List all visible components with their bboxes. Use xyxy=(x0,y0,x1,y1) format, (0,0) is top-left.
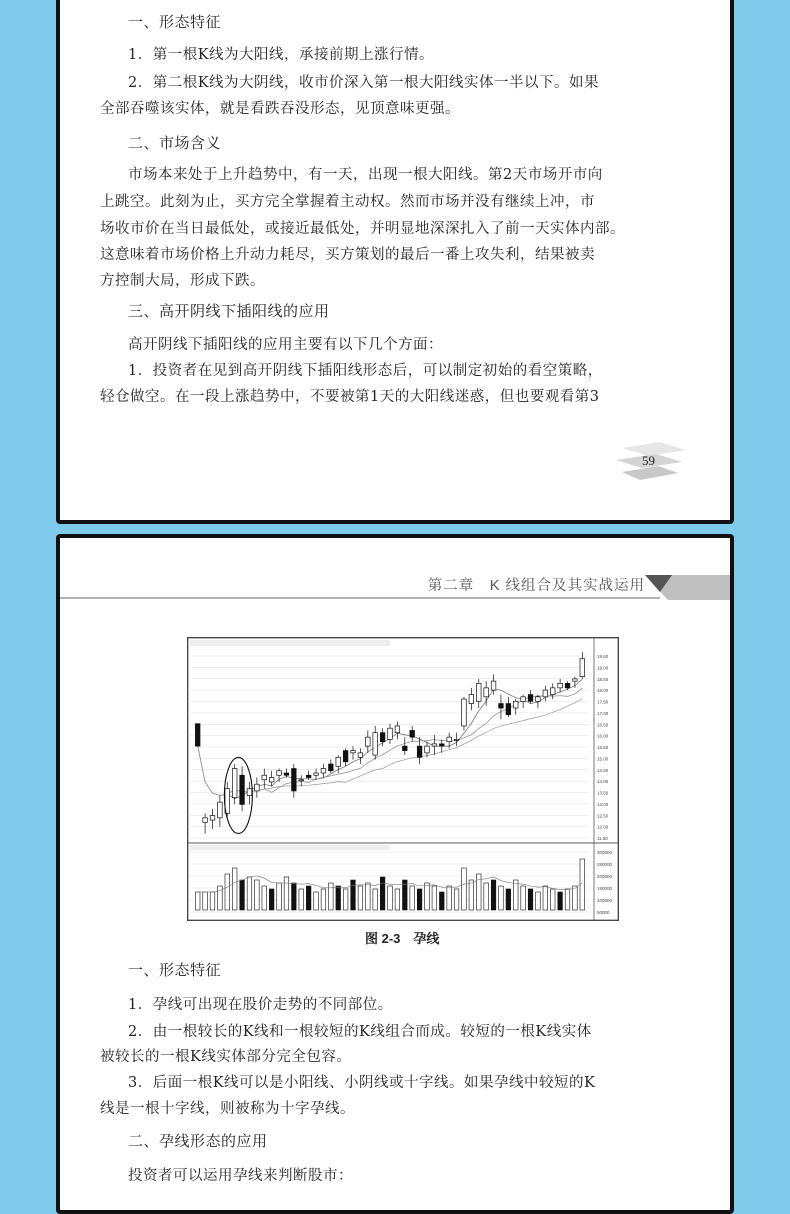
candle-body xyxy=(462,699,467,726)
candle-body xyxy=(195,724,200,746)
volume-bar xyxy=(506,889,511,910)
candle-body xyxy=(565,683,570,687)
volume-tick-label: 300000 xyxy=(597,850,613,855)
volume-bar xyxy=(343,889,348,910)
candle-body xyxy=(373,733,378,755)
volume-bar xyxy=(521,886,526,910)
price-tick-label: 13.50 xyxy=(597,790,609,796)
volume-bar xyxy=(373,889,378,910)
candle-body xyxy=(469,695,474,704)
candle-body xyxy=(417,746,422,757)
volume-bar xyxy=(329,883,334,910)
candle-body xyxy=(262,775,267,779)
price-tick-label: 14.00 xyxy=(597,779,609,785)
page-number-badge xyxy=(612,440,692,486)
price-tick-label: 16.50 xyxy=(597,722,609,728)
text-line: 2．由一根较长的K线和一根较短的K线组合而成。较短的一根K线实体 xyxy=(128,1024,592,1040)
candle-body xyxy=(528,695,533,702)
text-line: 方控制大局，形成下跌。 xyxy=(100,273,265,289)
candle-body xyxy=(491,681,496,690)
chart-info-bar xyxy=(190,640,390,646)
candle-body xyxy=(343,751,348,762)
volume-bar xyxy=(380,877,385,910)
figure-caption: 图 2-3 孕线 xyxy=(365,931,440,946)
candle-body xyxy=(247,789,252,796)
price-tick-label: 19.00 xyxy=(597,665,609,671)
candle-body xyxy=(454,739,459,740)
volume-bar xyxy=(425,883,430,910)
price-tick-label: 15.00 xyxy=(597,756,609,762)
volume-bar xyxy=(203,892,208,910)
volume-bar xyxy=(255,880,260,910)
price-tick-label: 11.50 xyxy=(597,836,608,841)
candle-body xyxy=(499,704,504,708)
price-tick-label: 17.50 xyxy=(597,699,609,705)
candle-body xyxy=(513,701,518,708)
candle-body xyxy=(329,764,334,771)
price-tick-label: 15.50 xyxy=(597,745,609,750)
running-header-bar xyxy=(0,570,790,600)
volume-bar xyxy=(299,889,304,910)
price-tick-label: 16.00 xyxy=(597,733,609,739)
volume-bar xyxy=(469,880,474,910)
candle-body xyxy=(380,733,385,742)
candle-body xyxy=(292,769,297,791)
candle-body xyxy=(232,769,237,798)
volume-tick-label: 200000 xyxy=(597,874,613,879)
candle-body xyxy=(410,730,415,737)
volume-bar xyxy=(550,889,555,910)
volume-bar xyxy=(484,883,489,910)
volume-bar xyxy=(462,868,467,910)
volume-bar xyxy=(284,877,289,910)
text-line: 线是一根十字线，则被称为十字孕线。 xyxy=(100,1101,355,1117)
candle-body xyxy=(447,737,452,741)
volume-bar xyxy=(395,889,400,910)
running-header-title: 第二章 K 线组合及其实战运用 xyxy=(427,578,645,594)
volume-tick-label: 50000 xyxy=(597,910,610,915)
volume-bar xyxy=(277,883,282,910)
volume-bar xyxy=(573,886,578,910)
candle-body xyxy=(543,690,548,697)
volume-bar xyxy=(336,886,341,910)
candle-body xyxy=(432,744,437,746)
text-line: 投资者可以运用孕线来判断股市： xyxy=(128,1168,353,1184)
text-line: 高开阴线下插阳线的应用主要有以下几个方面： xyxy=(128,337,443,353)
text-line: 市场本来处于上升趋势中，有一天，出现一根大阳线。第2天市场开市向 xyxy=(128,167,603,183)
volume-bar xyxy=(388,886,393,910)
text-line: 1．第一根K线为大阳线，承接前期上涨行情。 xyxy=(128,47,435,63)
candle-body xyxy=(306,775,311,777)
volume-bar xyxy=(565,889,570,910)
volume-bar xyxy=(262,886,267,910)
candle-body xyxy=(402,746,407,750)
text-line: 1．投资者在见到高开阴线下插阳线形态后，可以制定初始的看空策略， xyxy=(128,363,603,379)
volume-bar xyxy=(269,889,274,910)
volume-bar xyxy=(439,892,444,910)
candle-body xyxy=(580,659,585,677)
volume-bar xyxy=(543,886,548,910)
volume-bar xyxy=(225,874,230,910)
section-heading-market-meaning: 二、市场含义 xyxy=(128,134,222,152)
volume-bar xyxy=(410,886,415,910)
candle-body xyxy=(506,704,511,715)
candle-body xyxy=(558,683,563,687)
page-number: 59 xyxy=(642,453,655,468)
candle-body xyxy=(321,769,326,773)
candle-body xyxy=(269,777,274,781)
volume-bar xyxy=(417,889,422,910)
price-panel xyxy=(188,638,618,843)
volume-bar xyxy=(447,886,452,910)
volume-bar xyxy=(240,880,245,910)
text-line: 场收市价在当日最低处，或接近最低处，并明显地深深扎入了前一天实体内部。 xyxy=(100,221,625,237)
volume-bar xyxy=(321,889,326,910)
candle-body xyxy=(314,773,319,775)
candle-body xyxy=(255,784,260,791)
text-line: 轻仓做空。在一段上涨趋势中，不要被第1天的大阳线迷惑，但也要观看第3 xyxy=(100,389,600,405)
candle-body xyxy=(218,802,223,818)
volume-bar xyxy=(454,889,459,910)
candle-body xyxy=(203,818,208,822)
candlestick-chart-figure xyxy=(187,637,619,921)
candle-body xyxy=(573,679,578,681)
volume-bar xyxy=(491,880,496,910)
candle-body xyxy=(395,726,400,733)
candle-body xyxy=(240,775,245,804)
volume-tick-label: 150000 xyxy=(597,886,613,891)
text-line: 被较长的一根K线实体部分完全包容。 xyxy=(100,1049,352,1065)
section-heading-harami-application: 二、孕线形态的应用 xyxy=(128,1132,268,1150)
volume-tick-label: 250000 xyxy=(597,862,613,867)
price-tick-label: 14.50 xyxy=(597,767,609,773)
price-tick-label: 19.60 xyxy=(597,654,609,659)
volume-bar xyxy=(558,892,563,910)
candle-body xyxy=(521,697,526,701)
volume-info-bar xyxy=(190,845,390,850)
volume-bar xyxy=(536,892,541,910)
price-tick-label: 12.50 xyxy=(597,813,609,819)
section-heading-shape-features: 一、形态特征 xyxy=(128,13,222,31)
candle-body xyxy=(439,744,444,746)
candle-body xyxy=(210,816,215,820)
text-line: 3．后面一根K线可以是小阳线、小阴线或十字线。如果孕线中较短的K xyxy=(128,1075,596,1091)
candle-body xyxy=(366,737,371,746)
candle-body xyxy=(299,780,304,781)
candle-body xyxy=(277,771,282,775)
volume-bar xyxy=(247,877,252,910)
section-heading-application: 三、高开阴线下插阳线的应用 xyxy=(128,302,330,320)
volume-bar xyxy=(513,880,518,910)
volume-bar xyxy=(366,883,371,910)
candle-body xyxy=(388,728,393,739)
candle-body xyxy=(351,751,356,753)
candlestick-chart xyxy=(188,638,618,920)
price-tick-label: 17.00 xyxy=(597,710,609,716)
volume-tick-label: 100000 xyxy=(597,898,613,903)
price-tick-label: 13.00 xyxy=(597,801,609,807)
text-line: 1．孕线可出现在股价走势的不同部位。 xyxy=(128,997,393,1013)
text-line: 这意味着市场价格上升动力耗尽，买方策划的最后一番上攻失利，结果被卖 xyxy=(100,247,595,263)
volume-bar xyxy=(306,886,311,910)
candle-body xyxy=(484,688,489,697)
candle-body xyxy=(550,688,555,695)
section-heading-shape-features-2: 一、形态特征 xyxy=(128,961,222,979)
text-line: 上跳空。此刻为止，买方完全掌握着主动权。然而市场并没有继续上冲，市 xyxy=(100,194,595,210)
text-line: 2．第二根K线为大阴线，收市价深入第一根大阳线实体一半以下。如果 xyxy=(128,75,600,91)
volume-bar xyxy=(314,892,319,910)
candle-body xyxy=(425,746,430,753)
volume-bar xyxy=(210,892,215,910)
volume-bar xyxy=(195,892,200,910)
price-tick-label: 12.00 xyxy=(597,824,609,830)
candle-body xyxy=(336,757,341,766)
volume-bar xyxy=(351,880,356,910)
volume-bar xyxy=(232,868,237,910)
volume-bar xyxy=(358,886,363,910)
candle-body xyxy=(536,697,541,701)
volume-bar xyxy=(432,886,437,910)
text-line: 全部吞噬该实体，就是看跌吞没形态，见顶意味更强。 xyxy=(100,101,460,117)
volume-bar xyxy=(499,886,504,910)
volume-bar xyxy=(528,889,533,910)
candle-body xyxy=(284,773,289,775)
price-tick-label: 18.00 xyxy=(597,688,609,694)
candle-body xyxy=(358,753,363,757)
candle-body xyxy=(476,683,481,701)
volume-bar xyxy=(292,883,297,910)
price-tick-label: 18.50 xyxy=(597,676,609,682)
